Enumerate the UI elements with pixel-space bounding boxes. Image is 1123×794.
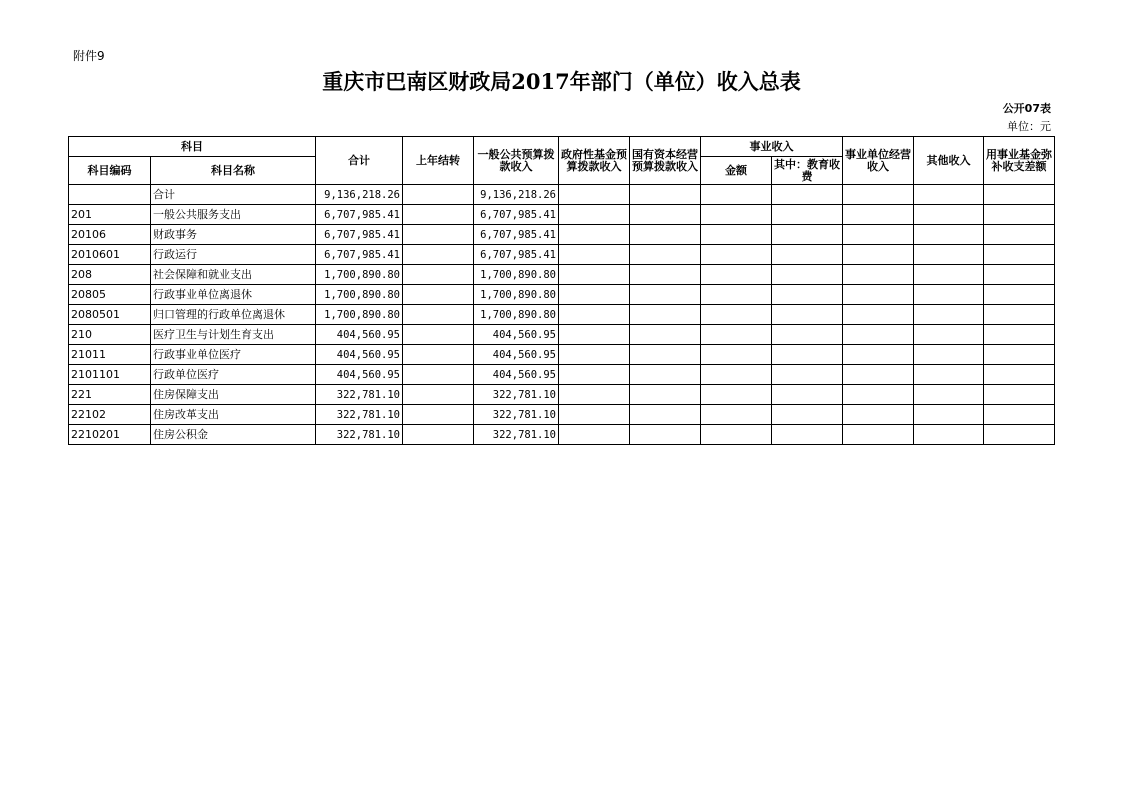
header-subject: 科目: [69, 137, 316, 157]
cell-state-capital: [630, 285, 701, 305]
cell-edu-fee: [772, 345, 843, 365]
cell-general-budget: 404,560.95: [474, 345, 559, 365]
table-row: [69, 185, 1055, 205]
cell-edu-fee: [772, 185, 843, 205]
cell-carryover: [403, 425, 474, 445]
cell-subject-code: [69, 185, 151, 205]
header-state-capital: 国有资本经营预算拨款收入: [630, 137, 701, 185]
cell-total: 322,781.10: [316, 405, 403, 425]
cell-career-amount: [701, 185, 772, 205]
cell-gov-fund: [559, 405, 630, 425]
cell-other-income: [914, 425, 984, 445]
table-row: [69, 285, 1055, 305]
cell-edu-fee: [772, 425, 843, 445]
header-carryover: 上年结转: [403, 137, 474, 185]
cell-fund-supplement: [984, 325, 1055, 345]
cell-other-income: [914, 305, 984, 325]
cell-total: 1,700,890.80: [316, 265, 403, 285]
cell-total: 6,707,985.41: [316, 205, 403, 225]
cell-subject-name: 住房保障支出: [151, 385, 316, 405]
table-row: [69, 305, 1055, 325]
cell-edu-fee: [772, 325, 843, 345]
cell-subject-name: 行政事业单位离退休: [151, 285, 316, 305]
cell-edu-fee: [772, 405, 843, 425]
cell-career-amount: [701, 285, 772, 305]
cell-fund-supplement: [984, 245, 1055, 265]
cell-total: 404,560.95: [316, 325, 403, 345]
cell-state-capital: [630, 185, 701, 205]
cell-subject-name: 住房改革支出: [151, 405, 316, 425]
cell-total: 1,700,890.80: [316, 285, 403, 305]
cell-fund-supplement: [984, 265, 1055, 285]
cell-state-capital: [630, 385, 701, 405]
cell-gov-fund: [559, 325, 630, 345]
cell-gov-fund: [559, 265, 630, 285]
cell-other-income: [914, 285, 984, 305]
cell-other-income: [914, 225, 984, 245]
cell-career-amount: [701, 225, 772, 245]
cell-carryover: [403, 365, 474, 385]
cell-gov-fund: [559, 225, 630, 245]
cell-carryover: [403, 205, 474, 225]
cell-gov-fund: [559, 205, 630, 225]
cell-state-capital: [630, 405, 701, 425]
cell-general-budget: 1,700,890.80: [474, 265, 559, 285]
header-fund-supplement: 用事业基金弥补收支差额: [984, 137, 1055, 185]
cell-subject-code: 20805: [69, 285, 151, 305]
header-other-income: 其他收入: [914, 137, 984, 185]
cell-career-amount: [701, 425, 772, 445]
cell-total: 322,781.10: [316, 385, 403, 405]
cell-fund-supplement: [984, 345, 1055, 365]
cell-edu-fee: [772, 265, 843, 285]
cell-fund-supplement: [984, 405, 1055, 425]
cell-gov-fund: [559, 305, 630, 325]
cell-subject-code: 221: [69, 385, 151, 405]
table-row: [69, 365, 1055, 385]
cell-carryover: [403, 285, 474, 305]
cell-carryover: [403, 385, 474, 405]
cell-subject-name: 行政运行: [151, 245, 316, 265]
cell-general-budget: 322,781.10: [474, 425, 559, 445]
cell-gov-fund: [559, 245, 630, 265]
table-row: [69, 225, 1055, 245]
page-title: 重庆市巴南区财政局2017年部门（单位）收入总表: [322, 69, 801, 94]
table-row: [69, 325, 1055, 345]
cell-general-budget: 1,700,890.80: [474, 285, 559, 305]
header-business-income: 事业单位经营收入: [843, 137, 914, 185]
table-row: [69, 265, 1055, 285]
cell-subject-code: 210: [69, 325, 151, 345]
cell-total: 9,136,218.26: [316, 185, 403, 205]
cell-state-capital: [630, 345, 701, 365]
attachment-label: 附件9: [73, 49, 105, 63]
table-code: 公开07表: [1002, 102, 1051, 115]
cell-other-income: [914, 245, 984, 265]
cell-other-income: [914, 185, 984, 205]
cell-business-income: [843, 265, 914, 285]
cell-gov-fund: [559, 285, 630, 305]
cell-gov-fund: [559, 185, 630, 205]
cell-subject-name: 住房公积金: [151, 425, 316, 445]
cell-business-income: [843, 405, 914, 425]
cell-state-capital: [630, 305, 701, 325]
header-general-budget: 一般公共预算拨款收入: [474, 137, 559, 185]
cell-other-income: [914, 365, 984, 385]
cell-other-income: [914, 405, 984, 425]
cell-state-capital: [630, 205, 701, 225]
table-row: [69, 405, 1055, 425]
cell-career-amount: [701, 345, 772, 365]
cell-state-capital: [630, 365, 701, 385]
table-row: [69, 205, 1055, 225]
cell-edu-fee: [772, 365, 843, 385]
cell-career-amount: [701, 265, 772, 285]
cell-business-income: [843, 185, 914, 205]
cell-total: 1,700,890.80: [316, 305, 403, 325]
cell-total: 404,560.95: [316, 345, 403, 365]
cell-fund-supplement: [984, 365, 1055, 385]
cell-edu-fee: [772, 285, 843, 305]
cell-career-amount: [701, 385, 772, 405]
cell-business-income: [843, 425, 914, 445]
cell-carryover: [403, 325, 474, 345]
cell-other-income: [914, 345, 984, 365]
header-subject-name: 科目名称: [151, 157, 316, 185]
cell-subject-code: 2080501: [69, 305, 151, 325]
cell-business-income: [843, 325, 914, 345]
cell-subject-name: 社会保障和就业支出: [151, 265, 316, 285]
cell-subject-name: 行政单位医疗: [151, 365, 316, 385]
cell-other-income: [914, 325, 984, 345]
cell-general-budget: 9,136,218.26: [474, 185, 559, 205]
cell-subject-code: 2210201: [69, 425, 151, 445]
header-career-income: 事业收入: [701, 137, 843, 157]
cell-state-capital: [630, 325, 701, 345]
cell-general-budget: 6,707,985.41: [474, 245, 559, 265]
cell-business-income: [843, 305, 914, 325]
cell-gov-fund: [559, 365, 630, 385]
cell-subject-code: 208: [69, 265, 151, 285]
cell-carryover: [403, 265, 474, 285]
cell-carryover: [403, 405, 474, 425]
cell-total: 6,707,985.41: [316, 225, 403, 245]
cell-fund-supplement: [984, 225, 1055, 245]
cell-general-budget: 6,707,985.41: [474, 225, 559, 245]
cell-career-amount: [701, 245, 772, 265]
cell-career-amount: [701, 205, 772, 225]
cell-carryover: [403, 225, 474, 245]
cell-subject-code: 22102: [69, 405, 151, 425]
header-subject-code: 科目编码: [69, 157, 151, 185]
cell-career-amount: [701, 325, 772, 345]
cell-subject-code: 2010601: [69, 245, 151, 265]
cell-carryover: [403, 245, 474, 265]
cell-state-capital: [630, 245, 701, 265]
cell-general-budget: 322,781.10: [474, 385, 559, 405]
table-row: [69, 345, 1055, 365]
header-of-which-edu: 其中：教育收费: [772, 157, 843, 185]
cell-gov-fund: [559, 425, 630, 445]
cell-fund-supplement: [984, 385, 1055, 405]
cell-fund-supplement: [984, 285, 1055, 305]
cell-carryover: [403, 305, 474, 325]
cell-general-budget: 322,781.10: [474, 405, 559, 425]
table-row: [69, 245, 1055, 265]
cell-general-budget: 404,560.95: [474, 325, 559, 345]
income-table: [68, 136, 1055, 445]
cell-career-amount: [701, 365, 772, 385]
cell-subject-name: 归口管理的行政单位离退休: [151, 305, 316, 325]
table-row: [69, 425, 1055, 445]
cell-business-income: [843, 245, 914, 265]
cell-subject-name: 一般公共服务支出: [151, 205, 316, 225]
cell-edu-fee: [772, 245, 843, 265]
cell-general-budget: 6,707,985.41: [474, 205, 559, 225]
cell-general-budget: 404,560.95: [474, 365, 559, 385]
cell-edu-fee: [772, 205, 843, 225]
cell-edu-fee: [772, 385, 843, 405]
cell-fund-supplement: [984, 425, 1055, 445]
cell-career-amount: [701, 305, 772, 325]
cell-state-capital: [630, 265, 701, 285]
cell-state-capital: [630, 425, 701, 445]
cell-other-income: [914, 205, 984, 225]
cell-subject-name: 财政事务: [151, 225, 316, 245]
cell-gov-fund: [559, 385, 630, 405]
cell-edu-fee: [772, 225, 843, 245]
unit-label: 单位：元: [1007, 120, 1051, 133]
cell-subject-code: 21011: [69, 345, 151, 365]
cell-carryover: [403, 345, 474, 365]
cell-subject-name: 合计: [151, 185, 316, 205]
cell-business-income: [843, 365, 914, 385]
cell-fund-supplement: [984, 185, 1055, 205]
cell-gov-fund: [559, 345, 630, 365]
cell-state-capital: [630, 225, 701, 245]
cell-business-income: [843, 385, 914, 405]
cell-business-income: [843, 225, 914, 245]
cell-subject-name: 行政事业单位医疗: [151, 345, 316, 365]
cell-business-income: [843, 285, 914, 305]
header-total: 合计: [316, 137, 403, 185]
cell-total: 404,560.95: [316, 365, 403, 385]
cell-other-income: [914, 265, 984, 285]
cell-subject-code: 20106: [69, 225, 151, 245]
cell-total: 322,781.10: [316, 425, 403, 445]
cell-fund-supplement: [984, 305, 1055, 325]
cell-edu-fee: [772, 305, 843, 325]
cell-fund-supplement: [984, 205, 1055, 225]
cell-general-budget: 1,700,890.80: [474, 305, 559, 325]
cell-total: 6,707,985.41: [316, 245, 403, 265]
cell-business-income: [843, 205, 914, 225]
cell-subject-name: 医疗卫生与计划生育支出: [151, 325, 316, 345]
cell-subject-code: 201: [69, 205, 151, 225]
cell-subject-code: 2101101: [69, 365, 151, 385]
cell-career-amount: [701, 405, 772, 425]
cell-other-income: [914, 385, 984, 405]
cell-business-income: [843, 345, 914, 365]
header-amount: 金额: [701, 157, 772, 185]
table-row: [69, 385, 1055, 405]
cell-carryover: [403, 185, 474, 205]
header-gov-fund: 政府性基金预算拨款收入: [559, 137, 630, 185]
